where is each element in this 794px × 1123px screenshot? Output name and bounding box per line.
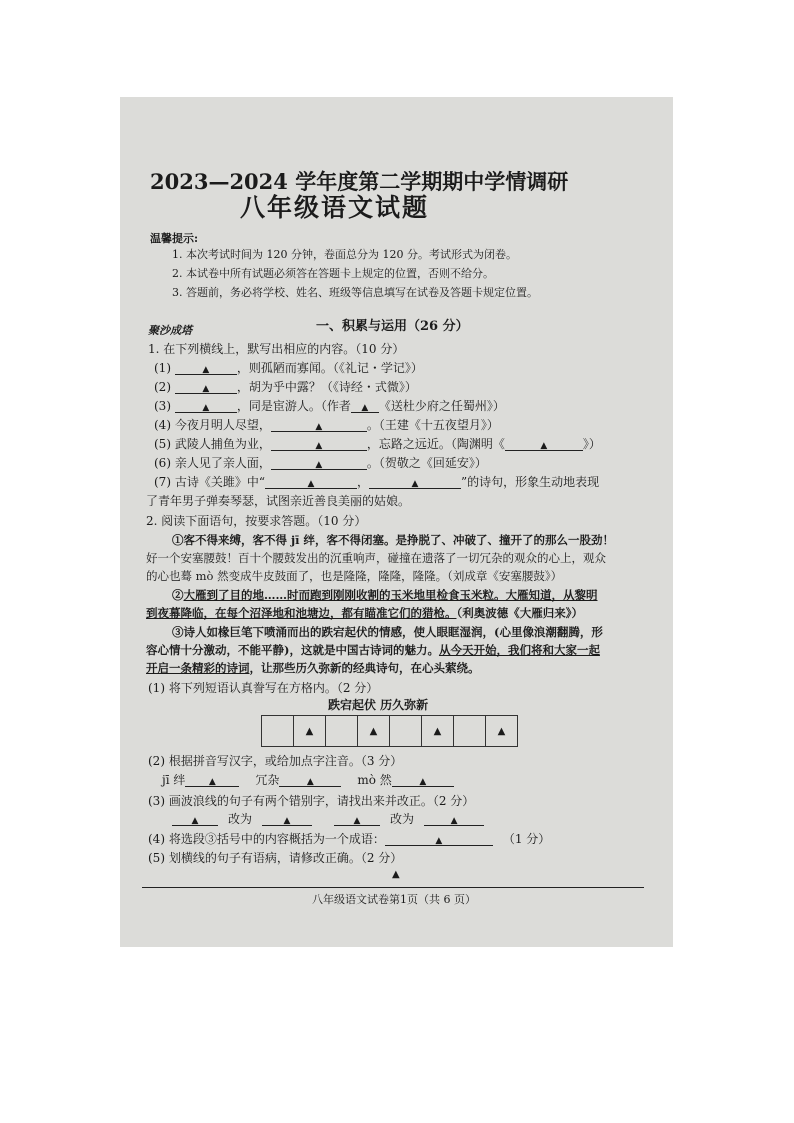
q1-line-5 xyxy=(154,436,601,452)
passage-1-line: 好一个安塞腰鼓！百十个腰鼓发出的沉重响声，碰撞在遗落了一切冗杂的观众的心上，观众 xyxy=(146,551,606,565)
sub-question-2: (2) 根据拼音写汉字，或给加点字注音。（3 分） xyxy=(148,754,403,768)
answer-blank xyxy=(505,436,583,451)
answer-blank xyxy=(279,772,341,787)
section-heading: 一、积累与运用（26 分） xyxy=(316,319,469,334)
passage-3-line: ③诗人如椽巨笔下喷涌而出的跌宕起伏的情感，使人眼眶湿润，(心里像浪潮翻腾，形 xyxy=(172,625,603,639)
q1-line-text: (6) 亲人见了亲人面， xyxy=(154,456,271,470)
q1-line-text: ，胡为乎中露？（《诗经・式微》） xyxy=(236,380,417,394)
passage-2-line xyxy=(146,605,583,621)
answer-blank xyxy=(262,811,312,826)
copy-phrase: 跌宕起伏 历久弥新 xyxy=(328,698,429,712)
q1-line-number: (2) xyxy=(154,380,171,394)
answer-blank xyxy=(334,811,380,826)
page-footer: 八年级语文试卷第1页（共 6 页） xyxy=(312,893,476,906)
q1-line-6 xyxy=(154,455,487,471)
answer-line xyxy=(142,887,644,888)
tips-label: 温馨提示: xyxy=(150,232,199,245)
triangle-marker-icon: ▲ xyxy=(202,365,210,375)
tip-item: 2. 本试卷中所有试题必须答在答题卡上规定的位置，否则不给分。 xyxy=(172,267,494,280)
q1-line-text: 《送杜少府之任蜀州》） xyxy=(378,399,505,413)
passage-3-line xyxy=(146,642,600,658)
sub-question-1: (1) 将下列短语认真誊写在方格内。（2 分） xyxy=(148,681,379,695)
sub-question-4 xyxy=(148,831,550,847)
answer-blank xyxy=(271,417,367,432)
tip-item: 3. 答题前，务必将学校、姓名、班级等信息填写在试卷及答题卡规定位置。 xyxy=(172,286,538,299)
passage-3-line xyxy=(146,660,480,676)
pinyin-item: jī 绊 xyxy=(162,773,186,787)
triangle-marker-icon: ▲ xyxy=(450,816,458,826)
answer-blank xyxy=(172,811,218,826)
triangle-marker-icon: ▲ xyxy=(419,777,427,787)
tip-item: 1. 本次考试时间为 120 分钟，卷面总分为 120 分。考试形式为闭卷。 xyxy=(172,248,517,261)
answer-blank xyxy=(385,831,493,846)
triangle-marker-icon: ▲ xyxy=(540,441,548,451)
q1-line-1 xyxy=(154,360,423,376)
exam-title-line1: 2023—2024 学年度第二学期期中学情调研 xyxy=(150,169,569,194)
q1-line-text: (5) 武陵人捕鱼为业， xyxy=(154,437,271,451)
grid-cell[interactable] xyxy=(261,715,294,747)
triangle-marker-icon: ▲ xyxy=(306,777,314,787)
change-label: 改为 xyxy=(390,812,415,826)
question-1-stem: 1. 在下列横线上，默写出相应的内容。（10 分） xyxy=(148,342,405,356)
q1-line-text: ，则孤陋而寡闻。（《礼记・学记》） xyxy=(236,361,423,375)
q1-line-4 xyxy=(154,417,499,433)
answer-blank xyxy=(175,379,237,394)
triangle-marker-icon: ▲ xyxy=(202,403,210,413)
change-label: 改为 xyxy=(228,812,253,826)
q1-line-text: (7) 古诗《关雎》中“ xyxy=(154,475,265,489)
triangle-marker-icon: ▲ xyxy=(283,816,291,826)
underlined-sentence: 开启一条精彩的诗词 xyxy=(146,661,250,675)
passage-2-source: （利奥波德《大雁归来》） xyxy=(456,606,583,620)
grid-cell[interactable] xyxy=(389,715,422,747)
passage-3-text: ，让那些历久弥新的经典诗句，在心头萦绕。 xyxy=(249,661,480,675)
q1-line-2 xyxy=(154,379,417,395)
exam-title-line2: 八年级语文试题 xyxy=(240,193,430,222)
triangle-marker-icon: ▲ xyxy=(353,816,361,826)
triangle-marker-icon: ▲ xyxy=(315,441,323,451)
triangle-marker-icon: ▲ xyxy=(497,725,506,737)
writing-grid xyxy=(262,715,518,747)
answer-blank xyxy=(424,811,484,826)
triangle-marker-icon: ▲ xyxy=(315,460,323,470)
q1-line-7 xyxy=(154,474,599,490)
answer-blank xyxy=(271,455,367,470)
triangle-marker-icon: ▲ xyxy=(315,422,323,432)
q1-line-text: ，忘路之远近。（陶渊明《 xyxy=(366,437,505,451)
q1-line-number: (3) xyxy=(154,399,171,413)
section-side-label: 聚沙成塔 xyxy=(148,324,192,337)
q1-line-text: ”的诗句，形象生动地表现 xyxy=(460,475,600,489)
triangle-marker-icon: ▲ xyxy=(307,479,315,489)
underlined-sentence: 大雁到了目的地……时而跑到刚刚收割的玉米地里检食玉米粒。大雁知道，从黎明 xyxy=(183,588,598,602)
passage-2-number: ② xyxy=(172,588,184,602)
underlined-sentence: 从今天开始，我们将和大家一起 xyxy=(438,643,600,657)
triangle-marker-icon: ▲ xyxy=(361,403,369,413)
q1-line-text: (4) 今夜月明人尽望， xyxy=(154,418,271,432)
answer-blank xyxy=(175,360,237,375)
grid-cell[interactable] xyxy=(453,715,486,747)
question-2-stem: 2. 阅读下面语句，按要求答题。（10 分） xyxy=(146,514,367,528)
triangle-marker-icon: ▲ xyxy=(208,777,216,787)
sub-question-2-items xyxy=(162,772,454,788)
pinyin-item: mò 然 xyxy=(357,773,392,787)
grid-cell[interactable] xyxy=(357,715,390,747)
q1-line-7-cont: 了青年男子弹奏琴瑟，试图亲近善良美丽的姑娘。 xyxy=(146,494,411,508)
q1-line-number: (1) xyxy=(154,361,171,375)
triangle-marker-icon: ▲ xyxy=(202,384,210,394)
q1-line-text: 。（王建《十五夜望月》） xyxy=(366,418,499,432)
grid-cell[interactable] xyxy=(293,715,326,747)
triangle-marker-icon: ▲ xyxy=(435,836,443,846)
answer-blank xyxy=(265,474,357,489)
triangle-marker-icon: ▲ xyxy=(433,725,442,737)
sub-question-5: (5) 划横线的句子有语病，请修改正确。（2 分） xyxy=(148,851,403,865)
answer-blank xyxy=(351,398,379,413)
grid-cell[interactable] xyxy=(325,715,358,747)
answer-blank xyxy=(271,436,367,451)
q1-line-text: 》） xyxy=(582,437,601,451)
triangle-marker-icon: ▲ xyxy=(411,479,419,489)
triangle-marker-icon: ▲ xyxy=(191,816,199,826)
triangle-marker-icon: ▲ xyxy=(305,725,314,737)
sub-question-4-score: （1 分） xyxy=(502,832,551,846)
q1-line-text: ， xyxy=(356,475,369,489)
passage-1-line: 的心也蓦 mò 然变成牛皮鼓面了，也是隆隆，隆隆，隆隆。（刘成章《安塞腰鼓》） xyxy=(146,569,563,583)
triangle-marker-icon: ▲ xyxy=(369,725,378,737)
passage-3-text: 容心情十分激动，不能平静)，这就是中国古诗词的魅力。 xyxy=(146,643,439,657)
answer-blank xyxy=(185,772,239,787)
q1-line-text: 。（贺敬之《回延安》） xyxy=(366,456,487,470)
sub-question-4-text: (4) 将选段③括号中的内容概括为一个成语： xyxy=(148,832,385,846)
sub-question-3: (3) 画波浪线的句子有两个错别字，请找出来并改正。（2 分） xyxy=(148,794,475,808)
answer-blank xyxy=(369,474,461,489)
underlined-sentence: 到夜幕降临，在每个沼泽地和池塘边，都有瞄准它们的猎枪。 xyxy=(146,606,457,620)
triangle-marker-icon: ▲ xyxy=(392,869,400,880)
passage-1-line: ①客不得来缚，客不得 jī 绊，客不得闭塞。是挣脱了、冲破了、撞开了的那么一股劲！ xyxy=(172,533,615,547)
grid-cell[interactable] xyxy=(485,715,518,747)
answer-blank xyxy=(175,398,237,413)
pinyin-item: 冗杂 xyxy=(255,773,280,787)
passage-2-line xyxy=(172,587,598,603)
q1-line-text: ，同是宦游人。（作者 xyxy=(236,399,351,413)
exam-paper xyxy=(120,97,673,947)
answer-blank xyxy=(392,772,454,787)
q1-line-3 xyxy=(154,398,505,414)
grid-cell[interactable] xyxy=(421,715,454,747)
sub-question-3-blanks xyxy=(172,811,484,827)
